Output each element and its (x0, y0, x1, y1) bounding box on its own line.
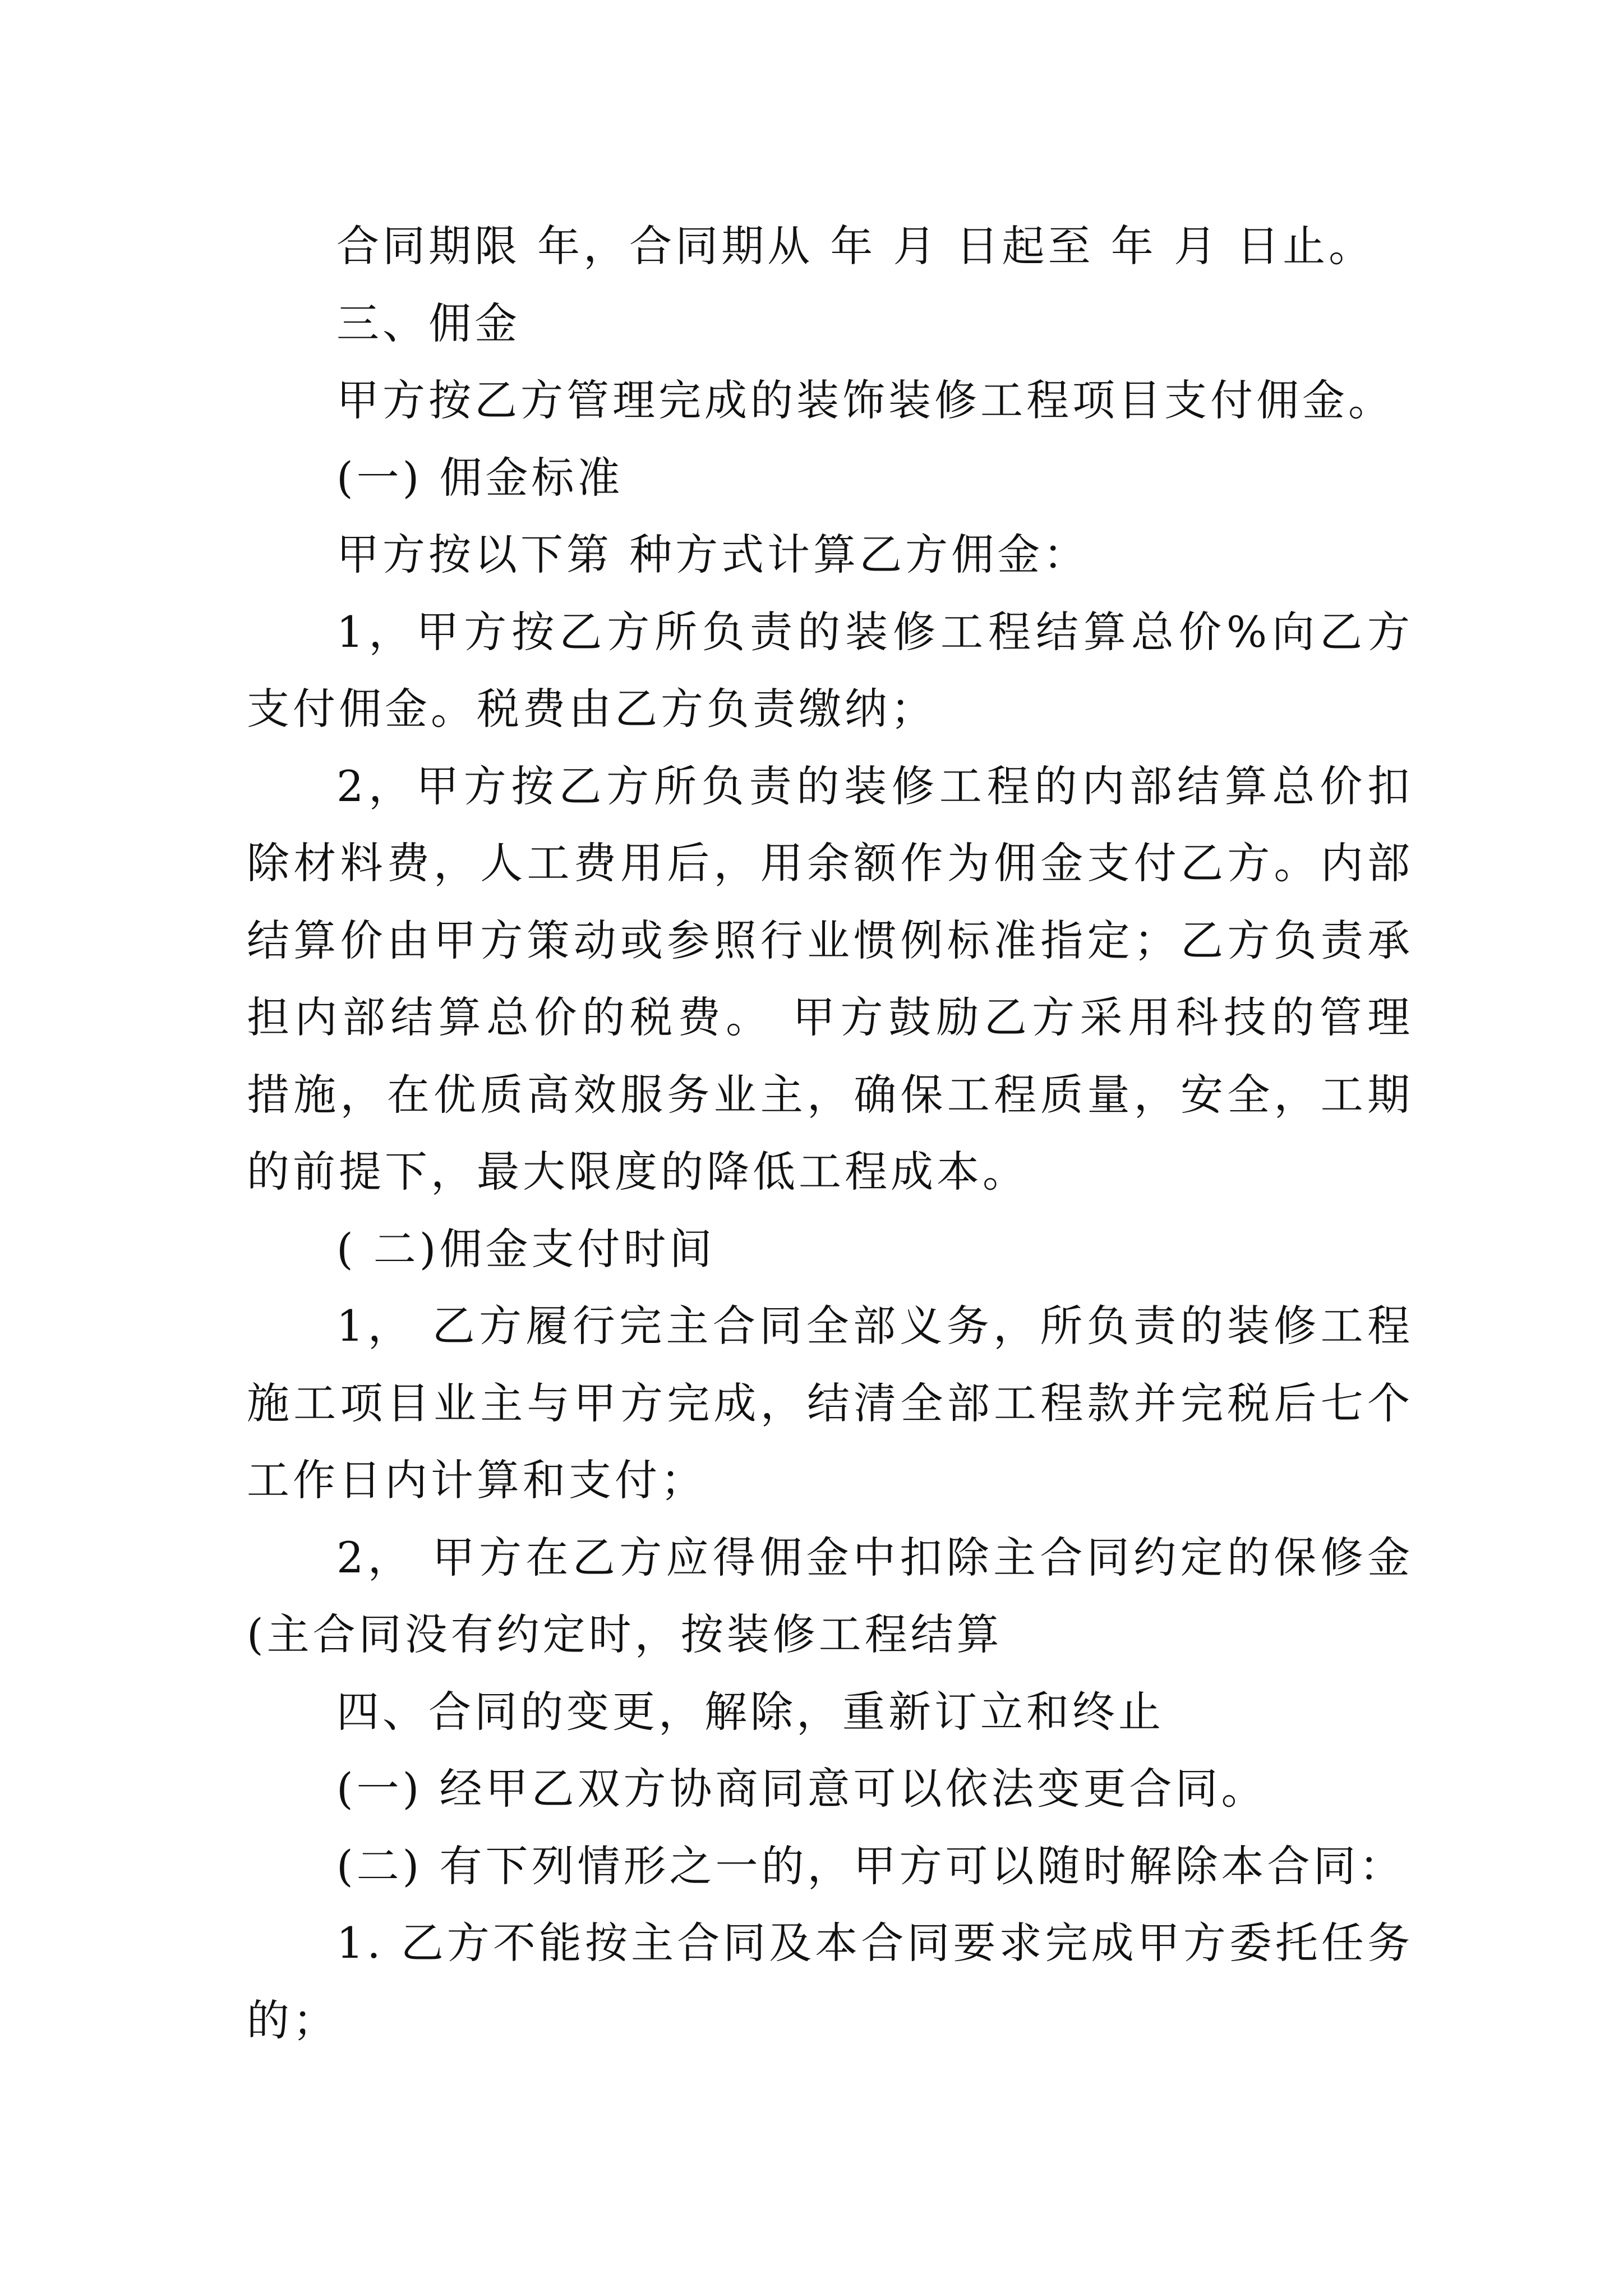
paragraph-contract-term: 合同期限 年，合同期从 年 月 日起至 年 月 日止。 (336, 221, 1375, 271)
paragraph-calculation-method: 甲方按以下第 种方式计算乙方佣金： (336, 530, 1090, 579)
subheading-commission-standard: (一) 佣金标准 (336, 452, 624, 503)
paragraph-payment-2: 2， 甲方在乙方应得佣金中扣除主合同约定的保修金(主合同没有约定时，按装修工程结算 (247, 1532, 1413, 1659)
paragraph-method-2: 2，甲方按乙方所负责的装修工程的内部结算总价扣除材料费，人工费用后，用余额作为佣金支付乙方。内部结算价由甲方策动或参照行业惯例标准指定；乙方负责承担内部结算总价的税费。 甲方鼓励乙方采用科技的管理措施，在优质高效服务业主，确保工程质量，安全，工期的前提下，最大限度的降低工程成本。 (247, 761, 1413, 1197)
paragraph-payment-1: 1， 乙方履行完主合同全部义务，所负责的装修工程施工项目业主与甲方完成，结清全部工程款并完税后七个工作日内计算和支付； (247, 1301, 1413, 1505)
section-heading-commission: 三、佣金 (336, 298, 520, 348)
subheading-payment-time: ( 二)佣金支付时间 (336, 1223, 716, 1274)
paragraph-change-2: (二) 有下列情形之一的，甲方可以随时解除本合同： (336, 1841, 1405, 1891)
paragraph-termination-case-1: 1. 乙方不能按主合同及本合同要求完成甲方委托任务的； (247, 1918, 1413, 2045)
document-body (247, 208, 1413, 2059)
paragraph-method-1: 1，甲方按乙方所负责的装修工程结算总价%向乙方支付佣金。税费由乙方负责缴纳； (247, 606, 1413, 734)
paragraph-commission-basis: 甲方按乙方管理完成的装饰装修工程项目支付佣金。 (336, 375, 1394, 425)
section-heading-contract-changes: 四、合同的变更，解除，重新订立和终止 (336, 1686, 1164, 1737)
paragraph-change-1: (一) 经甲乙双方协商同意可以依法变更合同。 (336, 1764, 1267, 1814)
